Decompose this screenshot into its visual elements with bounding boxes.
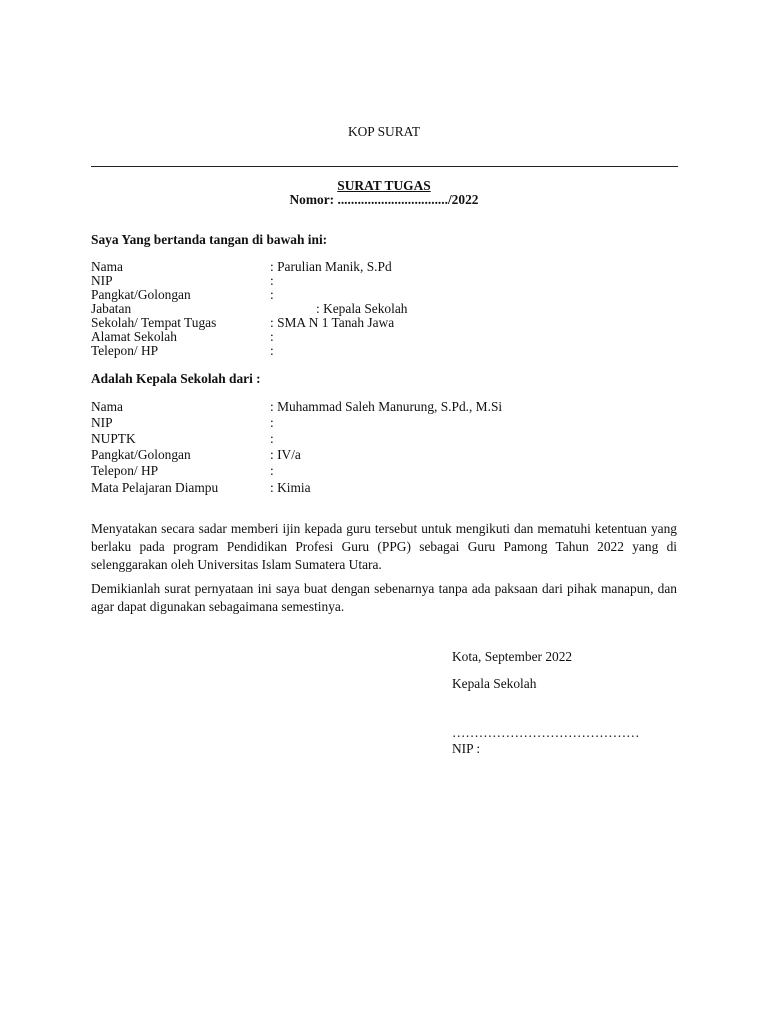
- section2-value-nip: :: [270, 415, 274, 430]
- signature-place-date: Kota, September 2022: [452, 649, 573, 664]
- signature-position: Kepala Sekolah: [452, 676, 537, 691]
- letterhead-placeholder: KOP SURAT: [347, 124, 421, 139]
- section2-value-nuptk: :: [270, 431, 274, 446]
- section2-label-pangkat: Pangkat/Golongan: [91, 447, 191, 462]
- closing-paragraph: Demikianlah surat pernyataan ini saya buat dengan sebenarnya tanpa ada paksaan dari pihak manapun, dan agar dapat digunakan sebagaimana semestinya.: [91, 581, 677, 614]
- section1-value-telepon: :: [270, 343, 274, 358]
- statement-paragraph: Menyatakan secara sadar memberi ijin kepada guru tersebut untuk mengikuti dan mematuhi ketentuan yang berlaku pada program Pendidikan Profesi Guru (PPG) sebagai Guru Pamong Tahun 2022 yang di selenggarakan oleh Universitas Islam Sumatera Utara.: [91, 521, 677, 572]
- section1-label-telepon: Telepon/ HP: [91, 343, 159, 358]
- section1-label-nama: Nama: [91, 259, 123, 274]
- section2-value-telepon: :: [270, 463, 274, 478]
- section2-value-nama: : Muhammad Saleh Manurung, S.Pd., M.Si: [270, 399, 503, 414]
- signature-nip: NIP :: [452, 741, 481, 756]
- section1-label-jabatan: Jabatan: [91, 301, 132, 316]
- section1-label-nip: NIP: [91, 273, 113, 288]
- section1-value-nama: : Parulian Manik, S.Pd: [270, 259, 392, 274]
- section2-label-nip: NIP: [91, 415, 113, 430]
- section1-label-sekolah: Sekolah/ Tempat Tugas: [91, 315, 217, 330]
- section1-label-alamat: Alamat Sekolah: [91, 329, 177, 344]
- signature-name-line: ……………………………………: [452, 725, 640, 740]
- section1-heading: Saya Yang bertanda tangan di bawah ini:: [91, 232, 328, 247]
- letter-title: SURAT TUGAS: [337, 178, 431, 193]
- section1-value-pangkat: :: [270, 287, 274, 302]
- section2-heading: Adalah Kepala Sekolah dari :: [91, 371, 261, 386]
- header-divider: [91, 166, 678, 167]
- section2-label-telepon: Telepon/ HP: [91, 463, 159, 478]
- section1-value-jabatan: : Kepala Sekolah: [316, 301, 408, 316]
- section1-value-alamat: :: [270, 329, 274, 344]
- letter-number: Nomor: ................................./2022: [289, 192, 479, 207]
- section2-label-mapel: Mata Pelajaran Diampu: [91, 480, 219, 495]
- section2-label-nuptk: NUPTK: [91, 431, 136, 446]
- section2-label-nama: Nama: [91, 399, 123, 414]
- section1-value-sekolah: : SMA N 1 Tanah Jawa: [270, 315, 395, 330]
- section1-label-pangkat: Pangkat/Golongan: [91, 287, 191, 302]
- section2-value-mapel: : Kimia: [270, 480, 311, 495]
- section2-value-pangkat: : IV/a: [270, 447, 301, 462]
- section1-value-nip: :: [270, 273, 274, 288]
